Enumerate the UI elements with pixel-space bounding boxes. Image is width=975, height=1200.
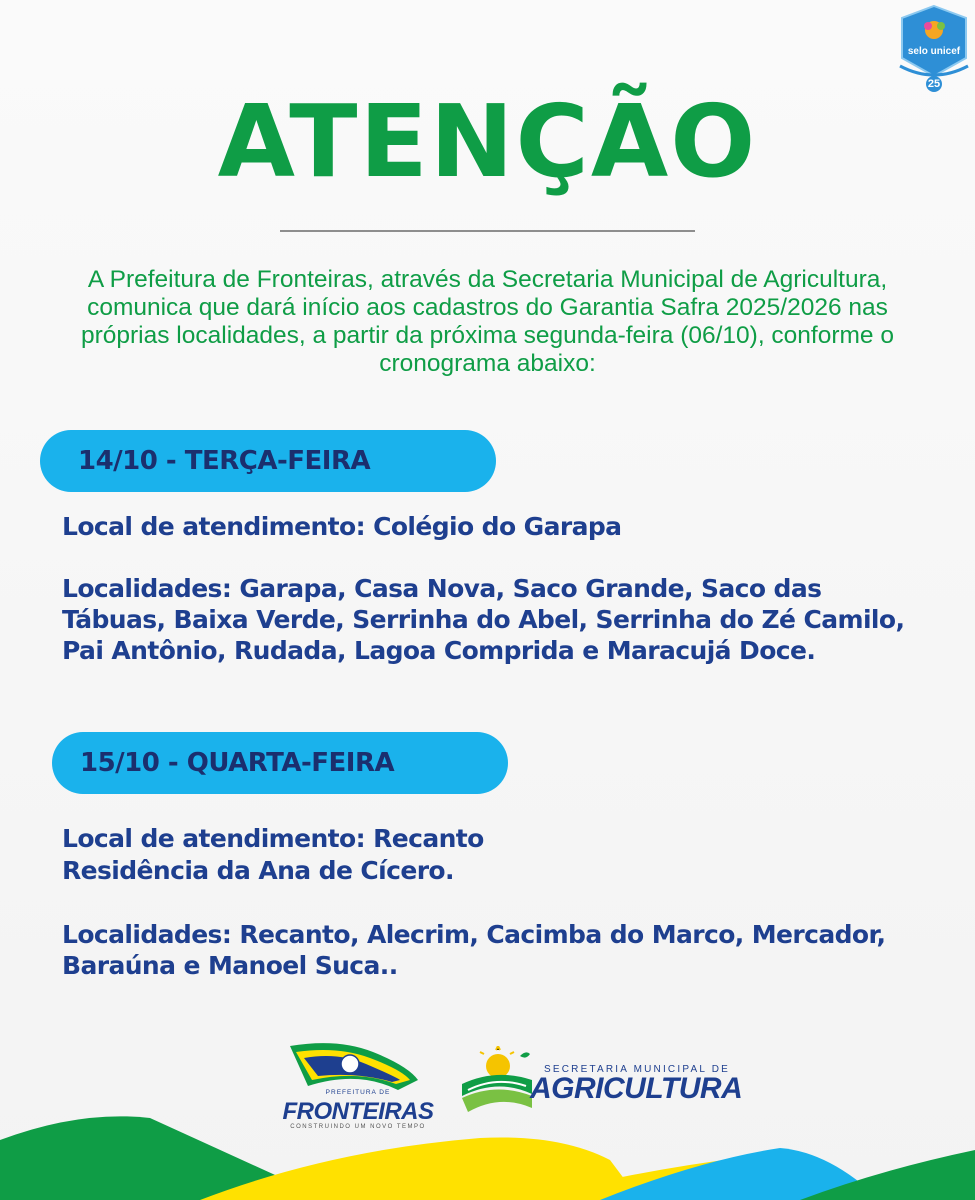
service-location-2-line2: Residência da Ana de Cícero. [62, 856, 454, 885]
seal-number: 25 [927, 78, 941, 90]
date-pill-1 [40, 430, 496, 492]
unicef-seal-badge [896, 4, 972, 94]
service-location-1: Local de atendimento: Colégio do Garapa [62, 512, 622, 541]
date-pill-2 [52, 732, 508, 794]
intro-paragraph: A Prefeitura de Fronteiras, através da Secretaria Municipal de Agricultura, comunica que dará início aos cadastros do Garantia Safra 2025/2026 nas próprias localidades, a partir da próxima segunda-feira (06/10), conforme o cronograma abaixo: [80, 266, 894, 377]
seal-label: selo unicef [907, 46, 961, 57]
date-label-1: 14/10 - TERÇA-FEIRA [78, 446, 371, 476]
prefeitura-top-label: PREFEITURA DE [325, 1089, 391, 1096]
date-label-2: 15/10 - QUARTA-FEIRA [80, 748, 395, 778]
title-divider [280, 230, 695, 232]
service-location-2-line1: Local de atendimento: Recanto [62, 824, 484, 853]
agricultura-name: AGRICULTURA [530, 1072, 743, 1105]
prefeitura-name: FRONTEIRAS [282, 1098, 434, 1125]
footer-color-waves [0, 1100, 975, 1200]
agricultura-top-label: SECRETARIA MUNICIPAL DE [544, 1064, 730, 1075]
localities-list-2: Localidades: Recanto, Alecrim, Cacimba do Marco, Mercador, Baraúna e Manoel Suca.. [62, 920, 886, 980]
prefeitura-slogan: CONSTRUINDO UM NOVO TEMPO [290, 1124, 426, 1130]
localities-list-1: Localidades: Garapa, Casa Nova, Saco Grande, Saco das Tábuas, Baixa Verde, Serrinha do Abel, Serrinha do Zé Camilo, Pai Antônio, Rudada, Lagoa Comprida e Maracujá Doce. [62, 574, 905, 665]
headline-title: ATENÇÃO [217, 83, 758, 200]
